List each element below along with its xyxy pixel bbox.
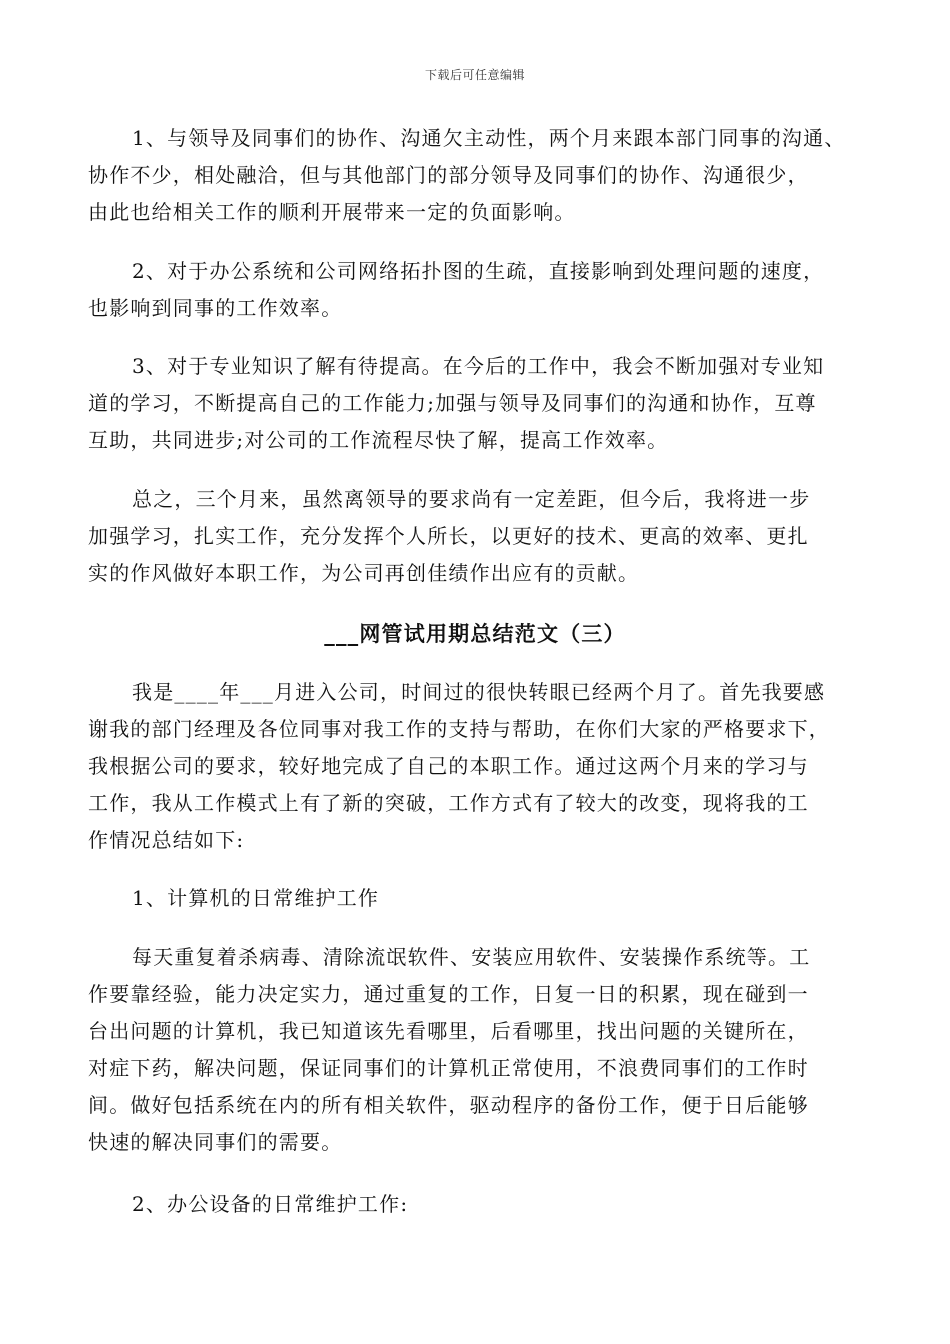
paragraph-line: 我根据公司的要求，较好地完成了自己的本职工作。通过这两个月来的学习与 bbox=[88, 754, 809, 778]
section-title: ___网管试用期总结范文（三） bbox=[324, 621, 626, 646]
paragraph-heading-office-equipment bbox=[88, 1186, 888, 1223]
paragraph-line: 也影响到同事的工作效率。 bbox=[88, 296, 343, 320]
paragraph-office-system bbox=[88, 253, 888, 327]
paragraph-line: 道的学习，不断提高自己的工作能力;加强与领导及同事们的沟通和协作，互尊 bbox=[88, 391, 817, 415]
paragraph-line: 间。做好包括系统在内的所有相关软件，驱动程序的备份工作，便于日后能够 bbox=[88, 1093, 809, 1117]
paragraph-line: 总之，三个月来，虽然离领导的要求尚有一定差距，但今后，我将进一步 bbox=[132, 487, 811, 511]
paragraph-heading-computer-maintenance bbox=[88, 880, 888, 917]
paragraph-daily-tasks bbox=[88, 939, 888, 1161]
paragraph-line: 2、对于办公系统和公司网络拓扑图的生疏，直接影响到处理问题的速度， bbox=[132, 259, 825, 283]
paragraph-line: 作情况总结如下: bbox=[88, 828, 245, 852]
paragraph-conclusion bbox=[88, 481, 888, 592]
paragraph-line: 1、计算机的日常维护工作 bbox=[132, 886, 380, 910]
paragraph-introduction bbox=[88, 674, 888, 859]
paragraph-line: 快速的解决同事们的需要。 bbox=[88, 1130, 343, 1154]
paragraph-line: 工作，我从工作模式上有了新的突破，工作方式有了较大的改变，现将我的工 bbox=[88, 791, 809, 815]
paragraph-line: 3、对于专业知识了解有待提高。在今后的工作中，我会不断加强对专业知 bbox=[132, 354, 825, 378]
paragraph-line: 作要靠经验，能力决定实力，通过重复的工作，日复一日的积累，现在碰到一 bbox=[88, 982, 809, 1006]
paragraph-line: 1、与领导及同事们的协作、沟通欠主动性，两个月来跟本部门同事的沟通、 bbox=[132, 126, 846, 150]
paragraph-line: 我是____年___月进入公司，时间过的很快转眼已经两个月了。首先我要感 bbox=[132, 680, 826, 704]
paragraph-professional-knowledge bbox=[88, 348, 888, 459]
paragraph-collaboration bbox=[88, 120, 888, 231]
paragraph-line: 实的作风做好本职工作，为公司再创佳绩作出应有的贡献。 bbox=[88, 561, 640, 585]
paragraph-line: 2、办公设备的日常维护工作: bbox=[132, 1192, 409, 1216]
paragraph-line: 由此也给相关工作的顺利开展带来一定的负面影响。 bbox=[88, 200, 576, 224]
paragraph-line: 协作不少，相处融洽，但与其他部门的部分领导及同事们的协作、沟通很少， bbox=[88, 163, 809, 187]
paragraph-line: 台出问题的计算机，我已知道该先看哪里，后看哪里，找出问题的关键所在， bbox=[88, 1019, 809, 1043]
page-header: 下载后可任意编辑 bbox=[424, 68, 525, 82]
paragraph-line: 谢我的部门经理及各位同事对我工作的支持与帮助，在你们大家的严格要求下， bbox=[88, 717, 830, 741]
paragraph-line: 加强学习，扎实工作，充分发挥个人所长，以更好的技术、更高的效率、更扎 bbox=[88, 524, 809, 548]
paragraph-line: 对症下药，解决问题，保证同事们的计算机正常使用，不浪费同事们的工作时 bbox=[88, 1056, 809, 1080]
paragraph-line: 每天重复着杀病毒、清除流氓软件、安装应用软件、安装操作系统等。工 bbox=[132, 945, 811, 969]
paragraph-line: 互助，共同进步;对公司的工作流程尽快了解，提高工作效率。 bbox=[88, 428, 669, 452]
